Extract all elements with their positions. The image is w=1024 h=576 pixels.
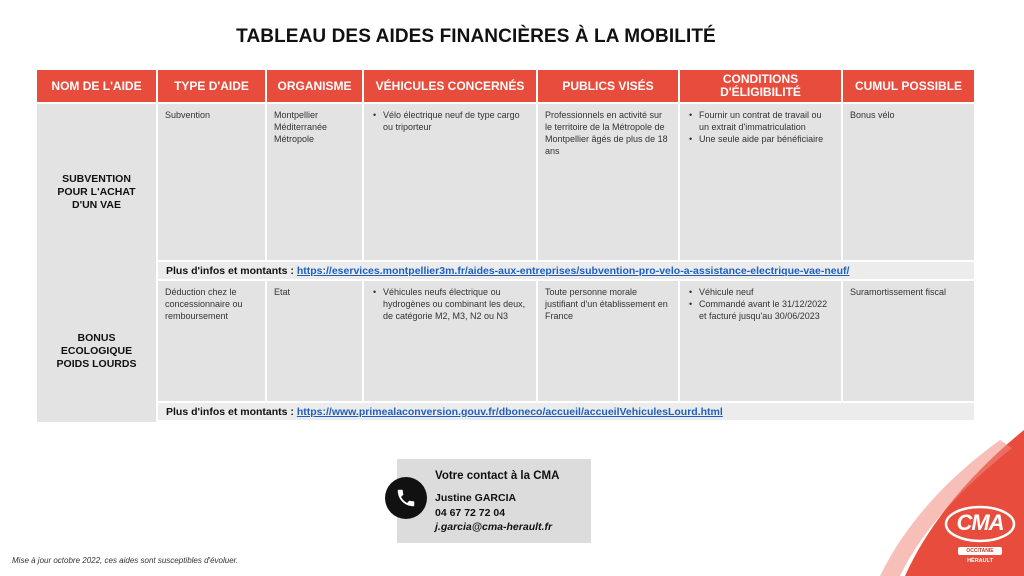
aid-conditions [680,104,841,260]
column-header: NOM DE L'AIDE [37,70,156,104]
aid-publics: Toute personne morale justifiant d'un établissement en France [538,281,678,401]
list-item: • Commandé avant le 31/12/2022 et facturé jusqu'au 30/06/2023 [687,298,834,322]
aid-name: SUBVENTION POUR L'ACHAT D'UN VAE [37,104,156,281]
logo-text: CMA [956,510,1004,535]
table-row [37,281,974,401]
aid-organisme: Montpellier Méditerranée Métropole [267,104,362,260]
contact-name: Justine GARCIA [435,492,517,504]
aid-type: Subvention [158,104,265,260]
column-header: VÉHICULES CONCERNÉS [364,70,536,104]
column-header: CONDITIONS D'ÉLIGIBILITÉ [680,70,841,104]
list-item: • Véhicule neuf [687,286,834,298]
list-item: • Une seule aide par bénéficiaire [687,133,834,145]
contact-card [397,459,591,543]
info-cell [158,260,974,281]
table-row [37,104,974,260]
phone-icon [385,477,427,519]
contact-email: j.garcia@cma-herault.fr [435,521,553,533]
contact-phone: 04 67 72 72 04 [435,507,506,519]
logo-region: OCCITANIE [958,547,1002,555]
list-item: • Fournir un contrat de travail ou un extrait d'immatriculation [687,109,834,133]
aid-vehicules [364,104,536,260]
column-header: CUMUL POSSIBLE [843,70,974,104]
aid-vehicules [364,281,536,401]
aid-type: Déduction chez le concessionnaire ou remboursement [158,281,265,401]
aid-name: BONUS ECOLOGIQUE POIDS LOURDS [37,281,156,422]
info-label: Plus d'infos et montants : [166,264,294,277]
list-item: • Vélo électrique neuf de type cargo ou triporteur [371,109,529,133]
footnote: Mise à jour octobre 2022, ces aides sont susceptibles d'évoluer. [12,556,239,565]
info-link[interactable]: https://eservices.montpellier3m.fr/aides-aux-entreprises/subvention-pro-velo-a-assistance-electrique-vae-neuf/ [296,264,850,277]
info-row [37,401,974,422]
aid-cumul: Suramortissement fiscal [843,281,974,401]
column-header: TYPE D'AIDE [158,70,265,104]
list-item: • Véhicules neufs électrique ou hydrogènes ou combinant les deux, de catégorie M2, M3, N2 ou N3 [371,286,529,322]
column-header: PUBLICS VISÉS [538,70,678,104]
info-link[interactable]: https://www.primealaconversion.gouv.fr/dboneco/accueil/accueilVehiculesLourd.html [296,405,723,418]
cma-logo [940,500,1024,576]
page-title: TABLEAU DES AIDES FINANCIÈRES À LA MOBILITÉ [236,26,716,47]
logo-dept: HÉRAULT [967,558,993,564]
table-header-row [37,70,974,104]
info-cell [158,401,974,422]
column-header: ORGANISME [267,70,362,104]
aid-conditions [680,281,841,401]
aid-publics: Professionnels en activité sur le territoire de la Métropole de Montpellier âgés de plus de 18 ans [538,104,678,260]
contact-heading: Votre contact à la CMA [435,470,560,482]
info-row [37,260,974,281]
aids-table [35,70,976,422]
aid-organisme: Etat [267,281,362,401]
aid-cumul: Bonus vélo [843,104,974,260]
info-label: Plus d'infos et montants : [166,405,294,418]
